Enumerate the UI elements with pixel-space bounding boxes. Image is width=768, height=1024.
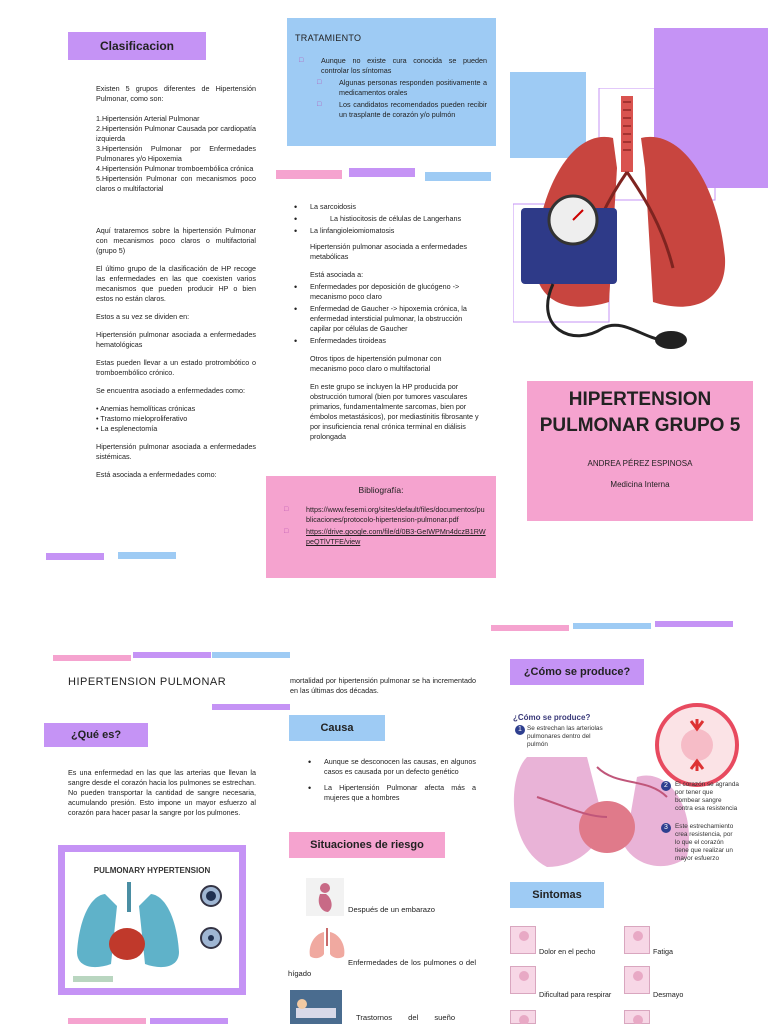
tratamiento-item: □ Aunque no existe cura conocida se pueden controlar los síntomas [299,56,487,76]
riesgo-title: Situaciones de riesgo [310,839,424,851]
cover-subject: Medicina Interna [610,480,670,489]
como-se-produce-image [507,697,740,875]
decor-bar [118,552,176,559]
clasificacion-item: 5.Hipertensión Pulmonar con mecanismos poco claros o multifactorial [96,174,256,193]
clasificacion-p6: Se encuentra asociado a enfermedades como: [96,386,246,395]
clasificacion-item: 2.Hipertensión Pulmonar Causada por cardiopatía izquierda [96,124,256,143]
cover-box [527,381,753,521]
riesgo-item: Enfermedades de los pulmones o del hígado [288,958,476,978]
bibliografia-link[interactable]: □ https://drive.google.com/file/d/0B3-GeIWPMn4dczB1RWpeQTlVTFE/view [284,527,486,547]
riesgo-item: Trastornos del sueño [356,1013,456,1022]
list-item: • Anemias hemolíticas crónicas [96,404,196,413]
decor-bar [491,625,569,631]
clasificacion-p5: Estas pueden llevar a un estado protrombótico o tromboembólico crónico. [96,358,256,377]
lungs-icon [513,88,745,354]
step-number-3: 3 [661,823,671,833]
symptom-icon [510,1010,536,1024]
middle-p2: Está asociada a: [310,270,364,279]
clasificacion-p1: Aquí trataremos sobre la hipertensión Pulmonar con mecanismos poco claros o multifactorial (grupo 5) [96,226,256,255]
decor-bar [68,1018,146,1024]
tratamiento-item: □ Los candidatos recomendados pueden recibir un trasplante de corazón y/o pulmón [299,100,487,120]
list-item: • Aunque se desconocen las causas, en algunos casos es causada por un defecto genético [304,757,476,777]
riesgo-title-box [289,832,445,858]
clasificacion-p3: Estos a su vez se dividen en: [96,312,190,321]
causa-title-box [289,715,385,741]
decor-bar [573,623,651,629]
clasificacion-body [96,226,256,480]
decor-bar [53,655,131,661]
list-item: • La histiocitosis de células de Langerhans [290,214,480,224]
cover-author: ANDREA PÉREZ ESPINOSA [587,459,693,468]
tratamiento-list [299,56,487,122]
middle-p4: En este grupo se incluyen la HP producida por obstrucción tumoral (bien por tumores vasculares primarios, fundamentalmente sarcomas, bien por émbolos metastásicos), por mediastinitis fibrosante y por insuficiencia renal crónica terminal en diálisis prolongada [310,382,479,441]
decor-bar [425,172,491,181]
middle-p1: Hipertensión pulmonar asociada a enfermedades metabólicas [310,242,468,261]
lungs-illustration [513,88,745,354]
step-number-1: 1 [515,725,525,735]
list-item: • La Hipertensión Pulmonar afecta más a mujeres que a hombres [304,783,476,803]
clasificacion-list [96,114,256,194]
pulmonary-image [65,852,239,988]
causa-title: Causa [320,722,354,734]
symptom-icon [624,1010,650,1024]
list-item: • Enfermedad de Gaucher -> hipoxemia crónica, la enfermedad intersticial pulmonar, la obstrucción capilar por células de Gaucher [290,304,480,334]
list-item: • Trastorno mieloproliferativo [96,414,188,423]
lungs-heart-icon [65,882,239,986]
mortalidad-text: mortalidad por hipertensión pulmonar se ha incrementado en las últimas dos décadas. [290,676,476,695]
pulmonary-image-title: PULMONARY HYPERTENSION [93,866,211,875]
clasificacion-item: 3.Hipertensión Pulmonar por Enfermedades Pulmonares y/o Hipoxemia [96,144,256,163]
fatigue-icon [624,926,650,954]
sueno-icon [290,990,342,1024]
bibliografia-box [266,476,496,578]
como-title: ¿Cómo se produce? [523,666,631,678]
bibliografia-title: Bibliografía: [358,485,404,495]
decor-bar [212,704,290,710]
list-item: • La sarcoidosis [290,202,480,212]
list-item: • La esplenectomía [96,424,158,433]
clasificacion-title: Clasificacion [99,39,175,53]
breathing-icon [510,966,536,994]
como-step-2: El corazón se agranda por tener que bombear sangre contra esa resistencia [675,781,739,812]
sintoma-item: Desmayo [653,990,684,999]
sintomas-title-box [510,882,604,908]
tratamiento-title: TRATAMIENTO [295,33,362,43]
sintoma-item: Dolor en el pecho [539,947,596,956]
que-es-text: Es una enfermedad en las que las arterias que llevan la sangre desde el corazón hacia los pulmones se estrechan. No pueden transportar la cantidad de sangre necesaria, acumulando presión. Esto impone un mayor esfuerzo al corazón para hacer pasar la sangre por los pulmones. [68,768,256,817]
clasificacion-p8: Está asociada a enfermedades como: [96,470,217,479]
sintoma-item: Dificultad para respirar [539,990,612,999]
clasificacion-intro: Existen 5 grupos diferentes de Hipertensión Pulmonar, como son: [96,84,256,103]
decor-bar [46,553,104,560]
pulmones-icon [306,928,348,962]
clasificacion-item: 1.Hipertensión Arterial Pulmonar [96,114,200,123]
sintomas-title: Sintomas [532,889,582,901]
como-step-1: Se estrechan las arteriolas pulmonares dentro del pulmón [527,725,603,748]
tratamiento-box [287,18,496,146]
clasificacion-p2: El último grupo de la clasificación de HP recoge las enfermedades en las que coexisten varios mecanismos que pueden producir HP o bien estos no están claros. [96,264,256,303]
que-es-title-box [44,723,148,747]
riesgo-item: Después de un embarazo [348,905,435,914]
decor-bar [349,168,415,177]
cover-title: HIPERTENSION PULMONAR GRUPO 5 [539,389,741,436]
como-title-box [510,659,644,685]
decor-bar [133,652,211,658]
como-image-title: ¿Cómo se produce? [513,713,591,722]
causa-list [304,757,476,805]
fainting-icon [624,966,650,994]
clasificacion-title-box [68,32,206,60]
que-es-title: ¿Qué es? [70,729,122,741]
list-item: • Enfermedades por deposición de glucógeno -> mecanismo poco claro [290,282,480,302]
sintoma-item: Fatiga [653,947,673,956]
como-step-3: Este estrechamiento crea resistencia, por lo que el corazón tiene que realizar un mayor esfuerzo [675,823,734,862]
middle-p3: Otros tipos de hipertensión pulmonar con mecanismo poco claro o multifactorial [310,354,442,373]
middle-content [290,202,480,442]
chest-pain-icon [510,926,536,954]
clasificacion-p7: Hipertensión pulmonar asociada a enfermedades sistémicas. [96,442,256,461]
bibliografia-link[interactable]: □ https://www.fesemi.org/sites/default/files/documentos/publicaciones/protocolo-hipertension-pulmonar.pdf [284,505,486,525]
decor-bar [150,1018,228,1024]
decor-bar [212,652,290,658]
tratamiento-item: □ Algunas personas responden positivamente a medicamentos orales [299,78,487,98]
decor-bar [655,621,733,627]
list-item: • Enfermedades tiroideas [290,336,480,346]
page2-heading: HIPERTENSION PULMONAR [68,676,227,688]
clasificacion-item: 4.Hipertensión Pulmonar tromboembólica crónica [96,164,254,173]
clasificacion-sublist [96,404,256,434]
clasificacion-p4: Hipertensión pulmonar asociada a enfermedades hematológicas [96,330,256,349]
pulmonary-image-frame [58,845,246,995]
step-number-2: 2 [661,781,671,791]
list-item: • La linfangioleiomiomatosis [290,226,480,236]
embarazo-icon [306,878,344,916]
decor-bar [276,170,342,179]
